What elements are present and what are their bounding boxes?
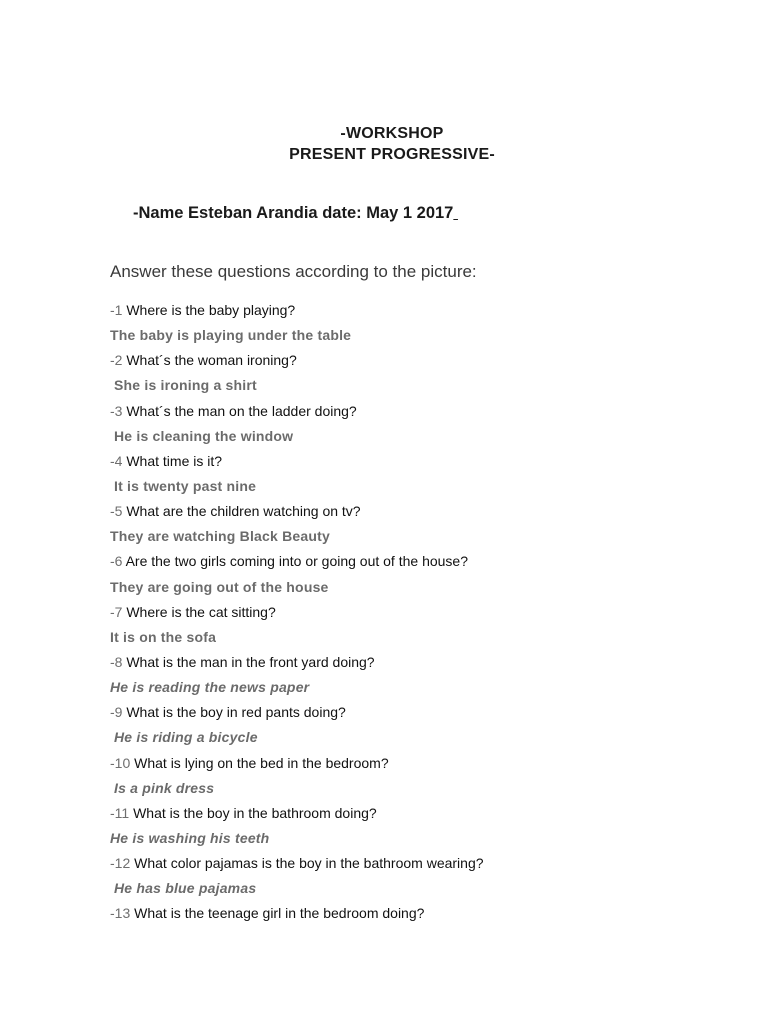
question-4 [110, 452, 750, 477]
question-text: What is the boy in the bathroom doing? [129, 804, 377, 821]
question-text: What´s the man on the ladder doing? [122, 402, 357, 419]
answer-6: They are going out of the house [110, 578, 329, 595]
question-text: What color pajamas is the boy in the bathroom wearing? [130, 855, 484, 872]
question-number: -2 [110, 352, 123, 369]
question-text: What is lying on the bed in the bedroom? [130, 754, 389, 771]
question-10 [110, 754, 750, 779]
question-text: What is the man in the front yard doing? [122, 653, 375, 670]
question-12 [110, 854, 750, 879]
answer-11: He is washing his teeth [110, 829, 270, 846]
question-number: -3 [110, 402, 123, 419]
question-number: -10 [110, 754, 131, 771]
student-name-date [133, 204, 459, 223]
question-11 [110, 804, 750, 829]
question-number: -5 [110, 503, 123, 520]
question-text: What time is it? [122, 452, 223, 469]
question-text: Are the two girls coming into or going out of the house? [122, 553, 468, 570]
question-6 [110, 552, 750, 577]
question-answer-list [110, 301, 750, 930]
question-number: -12 [110, 855, 131, 872]
question-number: -9 [110, 704, 123, 721]
answer-12: He has blue pajamas [114, 880, 257, 897]
answer-4: It is twenty past nine [114, 477, 257, 494]
answer-10: Is a pink dress [114, 779, 215, 796]
worksheet-title: -WORKSHOP [340, 125, 444, 142]
question-text: What are the children watching on tv? [122, 503, 361, 520]
answer-8: He is reading the news paper [110, 679, 310, 696]
question-text: Where is the cat sitting? [122, 603, 276, 620]
question-5 [110, 502, 750, 527]
student-name-text: -Name Esteban Arandia date: May 1 2017 [133, 204, 454, 222]
question-number: -6 [110, 553, 123, 570]
question-text: Where is the baby playing? [122, 302, 296, 318]
question-text: What´s the woman ironing? [122, 352, 297, 369]
answer-7: It is on the sofa [110, 628, 217, 645]
worksheet-subtitle: PRESENT PROGRESSIVE- [289, 146, 495, 163]
question-7 [110, 603, 750, 628]
answer-5: They are watching Black Beauty [110, 528, 330, 545]
question-number: -8 [110, 653, 123, 670]
question-number: -11 [110, 804, 130, 821]
question-number: -4 [110, 452, 123, 469]
answer-2: She is ironing a shirt [114, 377, 257, 394]
answer-9: He is riding a bicycle [114, 729, 258, 746]
underline-blank [453, 204, 459, 223]
question-text: What is the boy in red pants doing? [122, 704, 346, 721]
instructions: Answer these questions according to the picture: [110, 262, 477, 281]
question-13 [110, 904, 750, 929]
question-1 [110, 301, 750, 326]
answer-3: He is cleaning the window [114, 427, 294, 444]
question-3 [110, 402, 750, 427]
question-9 [110, 703, 750, 728]
question-number: -13 [110, 905, 131, 922]
question-number: -1 [110, 302, 123, 318]
answer-1: The baby is playing under the table [110, 327, 352, 344]
question-number: -7 [110, 603, 123, 620]
question-8 [110, 653, 750, 678]
question-text: What is the teenage girl in the bedroom doing? [130, 905, 425, 922]
question-2 [110, 351, 750, 376]
